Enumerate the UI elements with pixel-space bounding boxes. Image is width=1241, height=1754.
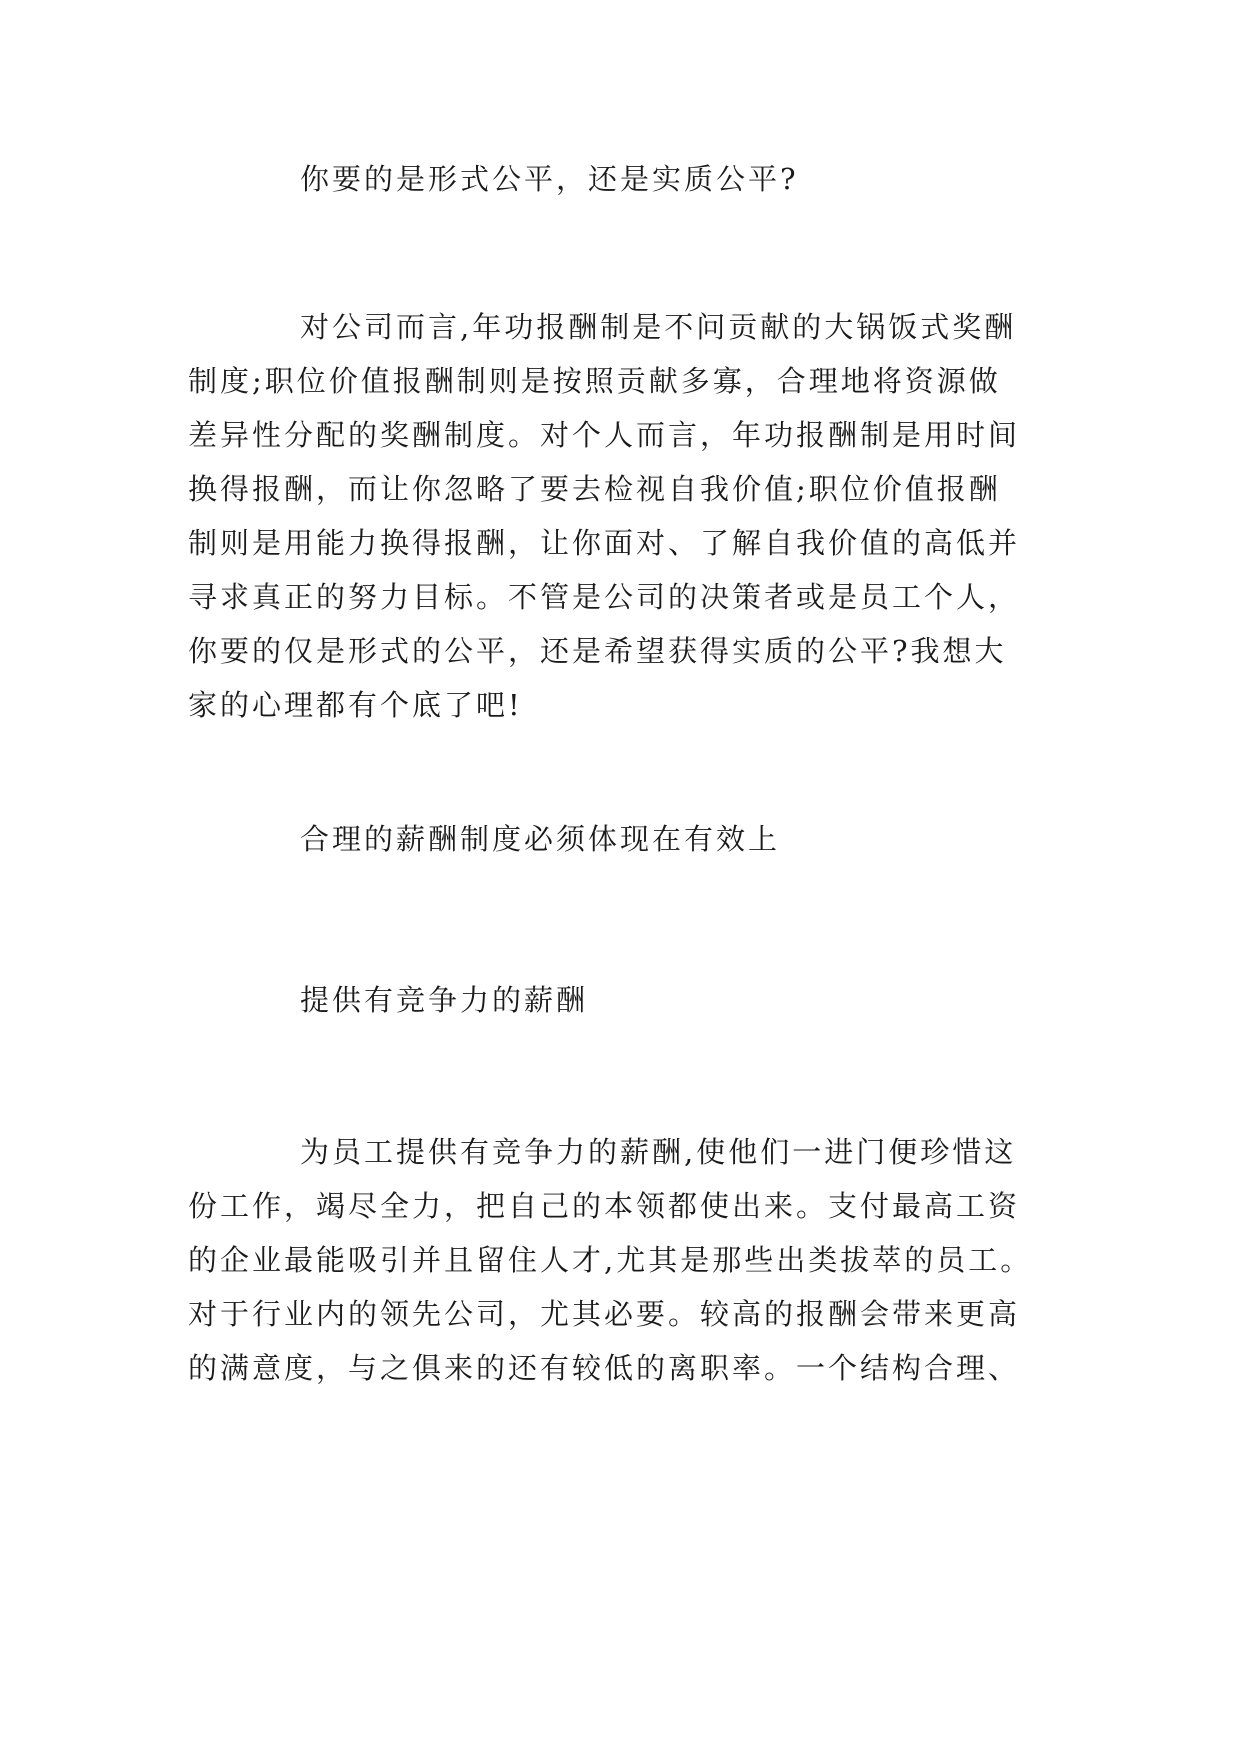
paragraph-seniority-vs-position-pay bbox=[188, 300, 1068, 732]
paragraph-line: 制度;职位价值报酬制则是按照贡献多寡，合理地将资源做 bbox=[188, 364, 1001, 398]
paragraph-line: 制则是用能力换得报酬，让你面对、了解自我价值的高低并 bbox=[188, 526, 1021, 560]
paragraph-line: 差异性分配的奖酬制度。对个人而言，年功报酬制是用时间 bbox=[188, 418, 1021, 452]
heading-formal-vs-substantive-fairness bbox=[188, 152, 1068, 206]
heading-competitive-pay bbox=[188, 973, 1068, 1027]
heading-effective-pay-system bbox=[188, 812, 1068, 866]
paragraph-line: 你要的是形式公平，还是实质公平? bbox=[300, 162, 799, 196]
paragraph-line: 家的心理都有个底了吧! bbox=[188, 688, 523, 722]
paragraph-line: 份工作，竭尽全力，把自己的本领都使出来。支付最高工资 bbox=[188, 1189, 1021, 1223]
paragraph-line: 的企业最能吸引并且留住人才,尤其是那些出类拔萃的员工。 bbox=[188, 1243, 1033, 1277]
paragraph-line: 的满意度，与之俱来的还有较低的离职率。一个结构合理、 bbox=[188, 1351, 1021, 1385]
paragraph-line: 提供有竞争力的薪酬 bbox=[300, 983, 589, 1017]
paragraph-line: 换得报酬，而让你忽略了要去检视自我价值;职位价值报酬 bbox=[188, 472, 1001, 506]
paragraph-competitive-pay-body bbox=[188, 1125, 1068, 1395]
paragraph-line: 你要的仅是形式的公平，还是希望获得实质的公平?我想大 bbox=[188, 634, 1007, 668]
paragraph-line: 为员工提供有竞争力的薪酬,使他们一进门便珍惜这 bbox=[300, 1135, 1017, 1169]
paragraph-line: 对于行业内的领先公司，尤其必要。较高的报酬会带来更高 bbox=[188, 1297, 1021, 1331]
paragraph-line: 合理的薪酬制度必须体现在有效上 bbox=[300, 822, 781, 856]
paragraph-line: 对公司而言,年功报酬制是不问贡献的大锅饭式奖酬 bbox=[300, 310, 1017, 344]
paragraph-line: 寻求真正的努力目标。不管是公司的决策者或是员工个人， bbox=[188, 580, 1021, 614]
